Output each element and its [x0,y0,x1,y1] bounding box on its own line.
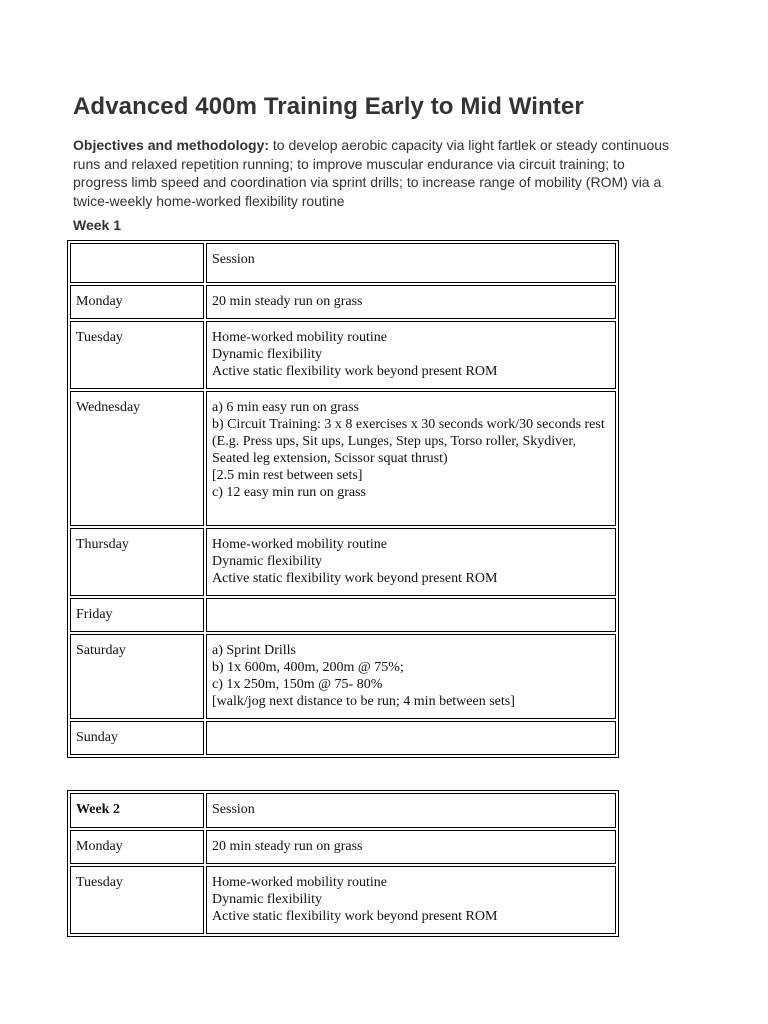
week-1-heading: Week 1 [73,217,121,233]
day-cell: Tuesday [70,321,204,389]
session-cell [206,721,616,755]
day-cell: Sunday [70,721,204,755]
session-line: [walk/jog next distance to be run; 4 min between sets] [212,694,515,709]
header-week-cell: Week 2 [70,793,204,828]
page-title: Advanced 400m Training Early to Mid Winter [73,93,584,120]
day-cell: Friday [70,598,204,632]
session-line: Active static flexibility work beyond present ROM [212,364,498,379]
session-line: 20 min steady run on grass [212,294,363,309]
session-cell [206,391,616,526]
session-line: a) Sprint Drills [212,643,296,658]
session-line: a) 6 min easy run on grass [212,400,359,415]
table-row [70,528,616,596]
week-1-schedule-table [67,240,619,758]
day-cell: Monday [70,285,204,319]
session-line: c) 1x 250m, 150m @ 75- 80% [212,677,383,692]
table-row [70,634,616,719]
session-line: c) 12 easy min run on grass [212,485,366,500]
session-cell [206,321,616,389]
session-cell [206,598,616,632]
session-line: b) 1x 600m, 400m, 200m @ 75%; [212,660,404,675]
header-day-cell [70,243,204,283]
table-row [70,285,616,319]
session-line: 20 min steady run on grass [212,839,363,854]
week-2-schedule-table [67,790,619,937]
objectives-label: Objectives and methodology: [73,137,270,153]
day-cell: Tuesday [70,866,204,934]
session-line: b) Circuit Training: 3 x 8 exercises x 30 seconds work/30 seconds rest (E.g. Press ups, Sit ups, Lunges, Step ups, Torso roller, Skydiver, Seated leg extension, Scissor squat thrust) [212,417,605,466]
session-line: Dynamic flexibility [212,554,323,569]
session-line: Home-worked mobility routine [212,330,387,345]
table-header-row [70,793,616,828]
session-cell [206,528,616,596]
table-row [70,830,616,864]
session-line: Active static flexibility work beyond present ROM [212,571,498,586]
day-cell: Saturday [70,634,204,719]
session-cell [206,634,616,719]
table-row [70,598,616,632]
objectives-paragraph [73,136,673,210]
session-line: Dynamic flexibility [212,347,323,362]
header-session-cell: Session [206,793,616,828]
session-line: Active static flexibility work beyond present ROM [212,909,498,924]
session-line: Dynamic flexibility [212,892,323,907]
table-header-row [70,243,616,283]
session-cell [206,830,616,864]
day-cell: Monday [70,830,204,864]
objectives-text: to develop aerobic capacity via light fartlek or steady continuous runs and relaxed repetition running; to improve muscular endurance via circuit training; to progress limb speed and coordination via sprint drills; to increase range of mobility (ROM) via a twice-weekly home-worked flexibility routine [73,137,670,209]
session-line: [2.5 min rest between sets] [212,468,363,483]
table-row [70,866,616,934]
day-cell: Wednesday [70,391,204,526]
table-row [70,721,616,755]
session-cell [206,866,616,934]
table-row [70,321,616,389]
session-line: Home-worked mobility routine [212,537,387,552]
header-session-cell: Session [206,243,616,283]
day-cell: Thursday [70,528,204,596]
session-cell [206,285,616,319]
table-row [70,391,616,526]
session-line: Home-worked mobility routine [212,875,387,890]
